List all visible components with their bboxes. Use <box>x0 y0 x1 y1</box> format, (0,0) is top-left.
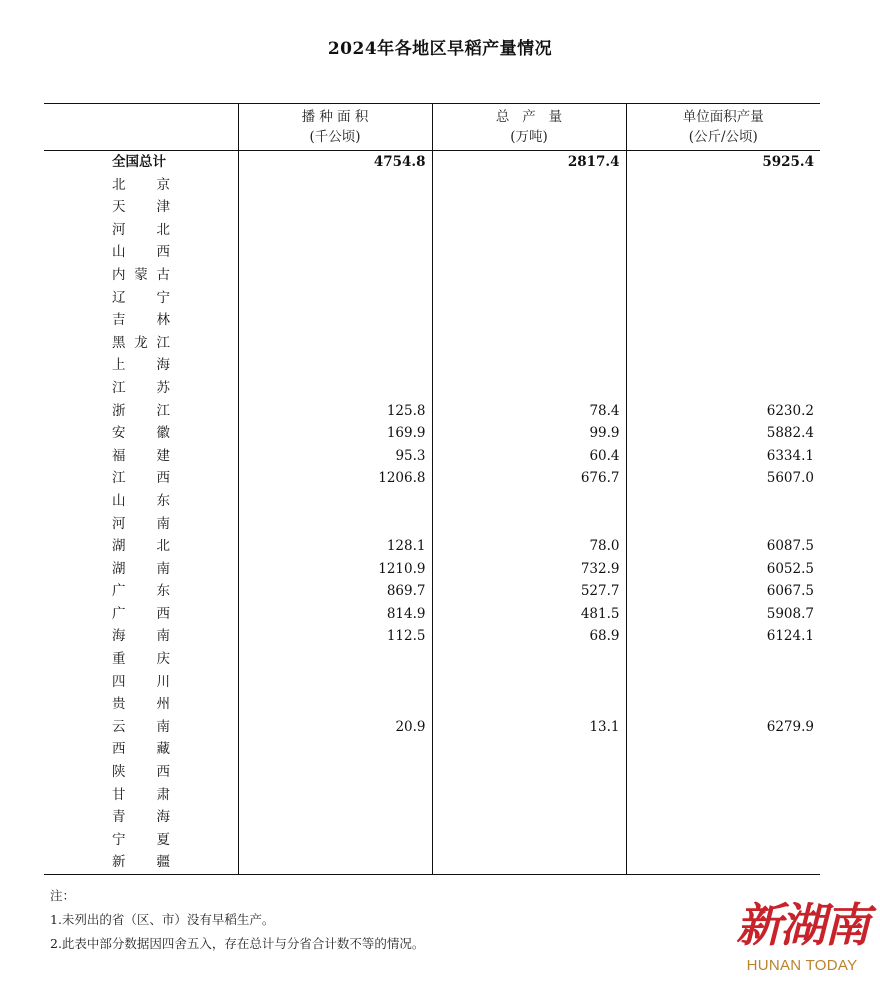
output-value <box>432 671 626 694</box>
output-value <box>432 354 626 377</box>
region-name: 河北 <box>112 221 170 238</box>
table-row <box>44 671 820 694</box>
region-name: 新疆 <box>112 854 170 871</box>
table-row <box>44 490 820 513</box>
area-value: 869.7 <box>238 580 432 603</box>
table-row <box>44 558 820 581</box>
output-value <box>432 196 626 219</box>
output-value: 13.1 <box>432 716 626 739</box>
area-value <box>238 332 432 355</box>
table-row <box>44 851 820 874</box>
yield-value <box>626 264 820 287</box>
yield-value <box>626 513 820 536</box>
yield-value <box>626 354 820 377</box>
header-area-title: 播 种 面 积 <box>301 109 369 125</box>
page-title: 2024年各地区早稻产量情况 <box>327 39 553 59</box>
region-cell <box>44 625 238 648</box>
yield-value <box>626 196 820 219</box>
region-name: 青海 <box>112 809 170 826</box>
region-name: 江苏 <box>112 379 170 396</box>
area-value: 128.1 <box>238 535 432 558</box>
header-yield <box>626 104 820 151</box>
area-value: 112.5 <box>238 625 432 648</box>
output-value <box>432 784 626 807</box>
table-row <box>44 264 820 287</box>
region-name: 辽宁 <box>112 289 170 306</box>
region-name: 山东 <box>112 492 170 509</box>
yield-value <box>626 693 820 716</box>
yield-value: 6334.1 <box>626 445 820 468</box>
output-value <box>432 761 626 784</box>
header-output-title: 总 产 量 <box>495 109 563 125</box>
region-cell <box>44 377 238 400</box>
yield-value <box>626 738 820 761</box>
total-label: 全国总计 <box>112 154 166 170</box>
output-value <box>432 241 626 264</box>
output-value <box>432 829 626 852</box>
area-value <box>238 241 432 264</box>
region-cell <box>44 422 238 445</box>
header-output <box>432 104 626 151</box>
table-row <box>44 806 820 829</box>
region-cell <box>44 332 238 355</box>
logo-chinese-text: 新湖南 <box>736 898 868 952</box>
total-yield: 5925.4 <box>626 151 820 174</box>
area-value <box>238 513 432 536</box>
region-cell <box>44 513 238 536</box>
output-value: 732.9 <box>432 558 626 581</box>
yield-value <box>626 241 820 264</box>
yield-value <box>626 332 820 355</box>
yield-value: 6230.2 <box>626 400 820 423</box>
yield-value: 6279.9 <box>626 716 820 739</box>
region-name: 江西 <box>112 470 170 487</box>
area-value <box>238 761 432 784</box>
area-value: 125.8 <box>238 400 432 423</box>
region-name: 安徽 <box>112 425 170 442</box>
output-value <box>432 490 626 513</box>
yield-value: 5908.7 <box>626 603 820 626</box>
region-cell <box>44 535 238 558</box>
region-cell <box>44 558 238 581</box>
region-name: 广西 <box>112 605 170 622</box>
area-value: 1206.8 <box>238 467 432 490</box>
region-cell <box>44 174 238 197</box>
yield-value: 5607.0 <box>626 467 820 490</box>
table-row <box>44 354 820 377</box>
area-value <box>238 377 432 400</box>
output-value: 68.9 <box>432 625 626 648</box>
yield-value: 6087.5 <box>626 535 820 558</box>
area-value <box>238 287 432 310</box>
output-value: 78.4 <box>432 400 626 423</box>
output-value <box>432 377 626 400</box>
area-value: 169.9 <box>238 422 432 445</box>
logo-english-text: HUNAN TODAY <box>746 957 858 974</box>
region-name: 河南 <box>112 515 170 532</box>
yield-value <box>626 784 820 807</box>
table-row <box>44 580 820 603</box>
header-yield-unit: (公斤/公顷) <box>688 129 758 145</box>
area-value <box>238 806 432 829</box>
area-value <box>238 784 432 807</box>
region-cell <box>44 671 238 694</box>
table-row-total <box>44 151 820 174</box>
table-row <box>44 829 820 852</box>
total-output: 2817.4 <box>432 151 626 174</box>
output-value <box>432 693 626 716</box>
output-value: 60.4 <box>432 445 626 468</box>
output-value: 78.0 <box>432 535 626 558</box>
yield-value <box>626 490 820 513</box>
rice-production-table <box>44 103 820 875</box>
area-value <box>238 264 432 287</box>
region-name: 吉林 <box>112 312 170 329</box>
region-name: 西藏 <box>112 741 170 758</box>
yield-value: 5882.4 <box>626 422 820 445</box>
yield-value <box>626 174 820 197</box>
note-1: 1.未列出的省（区、市）没有早稻生产。 <box>50 912 275 927</box>
output-value <box>432 806 626 829</box>
yield-value <box>626 806 820 829</box>
yield-value <box>626 377 820 400</box>
region-cell <box>44 738 238 761</box>
output-value <box>432 264 626 287</box>
area-value <box>238 174 432 197</box>
header-output-unit: (万吨) <box>510 129 548 145</box>
region-cell <box>44 784 238 807</box>
region-name: 湖南 <box>112 560 170 577</box>
area-value <box>238 354 432 377</box>
table-row <box>44 513 820 536</box>
region-name: 云南 <box>112 718 170 735</box>
region-name: 上海 <box>112 357 170 374</box>
area-value: 814.9 <box>238 603 432 626</box>
region-name: 山西 <box>112 244 170 261</box>
area-value <box>238 490 432 513</box>
table-row <box>44 648 820 671</box>
table-row <box>44 422 820 445</box>
yield-value <box>626 671 820 694</box>
notes <box>50 884 424 956</box>
output-value <box>432 332 626 355</box>
table-row <box>44 287 820 310</box>
header-area <box>238 104 432 151</box>
table-row <box>44 535 820 558</box>
area-value <box>238 693 432 716</box>
yield-value <box>626 219 820 242</box>
area-value <box>238 648 432 671</box>
region-cell <box>44 716 238 739</box>
region-name: 四川 <box>112 673 170 690</box>
table-row <box>44 241 820 264</box>
region-cell <box>44 806 238 829</box>
region-cell <box>44 264 238 287</box>
table-row <box>44 738 820 761</box>
yield-value <box>626 287 820 310</box>
area-value: 1210.9 <box>238 558 432 581</box>
region-cell <box>44 196 238 219</box>
region-cell <box>44 648 238 671</box>
table-row <box>44 761 820 784</box>
notes-label: 注： <box>50 888 76 903</box>
area-value <box>238 738 432 761</box>
region-name: 福建 <box>112 447 170 464</box>
region-cell <box>44 693 238 716</box>
output-value <box>432 513 626 536</box>
region-name: 北京 <box>112 176 170 193</box>
area-value <box>238 196 432 219</box>
region-cell <box>44 445 238 468</box>
region-cell <box>44 241 238 264</box>
table-row <box>44 332 820 355</box>
region-name: 宁夏 <box>112 831 170 848</box>
table-row <box>44 196 820 219</box>
area-value <box>238 309 432 332</box>
region-name: 湖北 <box>112 538 170 555</box>
total-area: 4754.8 <box>238 151 432 174</box>
region-name: 内蒙古 <box>112 266 170 283</box>
yield-value <box>626 309 820 332</box>
table-body <box>44 151 820 875</box>
header-region <box>44 104 238 151</box>
area-value: 95.3 <box>238 445 432 468</box>
region-name: 海南 <box>112 628 170 645</box>
region-name: 浙江 <box>112 402 170 419</box>
region-cell <box>44 400 238 423</box>
table-row <box>44 716 820 739</box>
table-row <box>44 625 820 648</box>
output-value: 527.7 <box>432 580 626 603</box>
table-row <box>44 400 820 423</box>
region-name: 广东 <box>112 583 170 600</box>
area-value <box>238 829 432 852</box>
region-cell <box>44 603 238 626</box>
output-value <box>432 309 626 332</box>
area-value <box>238 851 432 874</box>
table-row <box>44 693 820 716</box>
header-yield-title: 单位面积产量 <box>682 109 764 125</box>
hunan-today-logo <box>732 895 872 983</box>
region-cell <box>44 851 238 874</box>
region-cell <box>44 580 238 603</box>
table-row <box>44 174 820 197</box>
table-row <box>44 445 820 468</box>
table-row <box>44 784 820 807</box>
yield-value: 6067.5 <box>626 580 820 603</box>
region-cell <box>44 354 238 377</box>
yield-value <box>626 761 820 784</box>
table-row <box>44 377 820 400</box>
region-cell <box>44 490 238 513</box>
output-value <box>432 219 626 242</box>
area-value: 20.9 <box>238 716 432 739</box>
yield-value <box>626 648 820 671</box>
yield-value <box>626 829 820 852</box>
area-value <box>238 671 432 694</box>
region-name: 陕西 <box>112 764 170 781</box>
yield-value <box>626 851 820 874</box>
output-value <box>432 287 626 310</box>
table-header <box>44 104 820 151</box>
region-name: 天津 <box>112 199 170 216</box>
output-value <box>432 851 626 874</box>
region-cell <box>44 219 238 242</box>
region-name: 贵州 <box>112 696 170 713</box>
area-value <box>238 219 432 242</box>
table-row <box>44 467 820 490</box>
table-row <box>44 603 820 626</box>
table-row <box>44 219 820 242</box>
region-name: 甘肃 <box>112 786 170 803</box>
note-2: 2.此表中部分数据因四舍五入，存在总计与分省合计数不等的情况。 <box>50 936 425 951</box>
region-name: 黑龙江 <box>112 334 170 351</box>
yield-value: 6052.5 <box>626 558 820 581</box>
region-cell <box>44 287 238 310</box>
yield-value: 6124.1 <box>626 625 820 648</box>
output-value <box>432 738 626 761</box>
region-name: 重庆 <box>112 651 170 668</box>
output-value: 99.9 <box>432 422 626 445</box>
header-area-unit: (千公顷) <box>309 129 361 145</box>
region-cell <box>44 309 238 332</box>
region-cell <box>44 467 238 490</box>
region-cell <box>44 761 238 784</box>
table-row <box>44 309 820 332</box>
output-value: 676.7 <box>432 467 626 490</box>
output-value <box>432 648 626 671</box>
output-value <box>432 174 626 197</box>
region-cell <box>44 829 238 852</box>
output-value: 481.5 <box>432 603 626 626</box>
